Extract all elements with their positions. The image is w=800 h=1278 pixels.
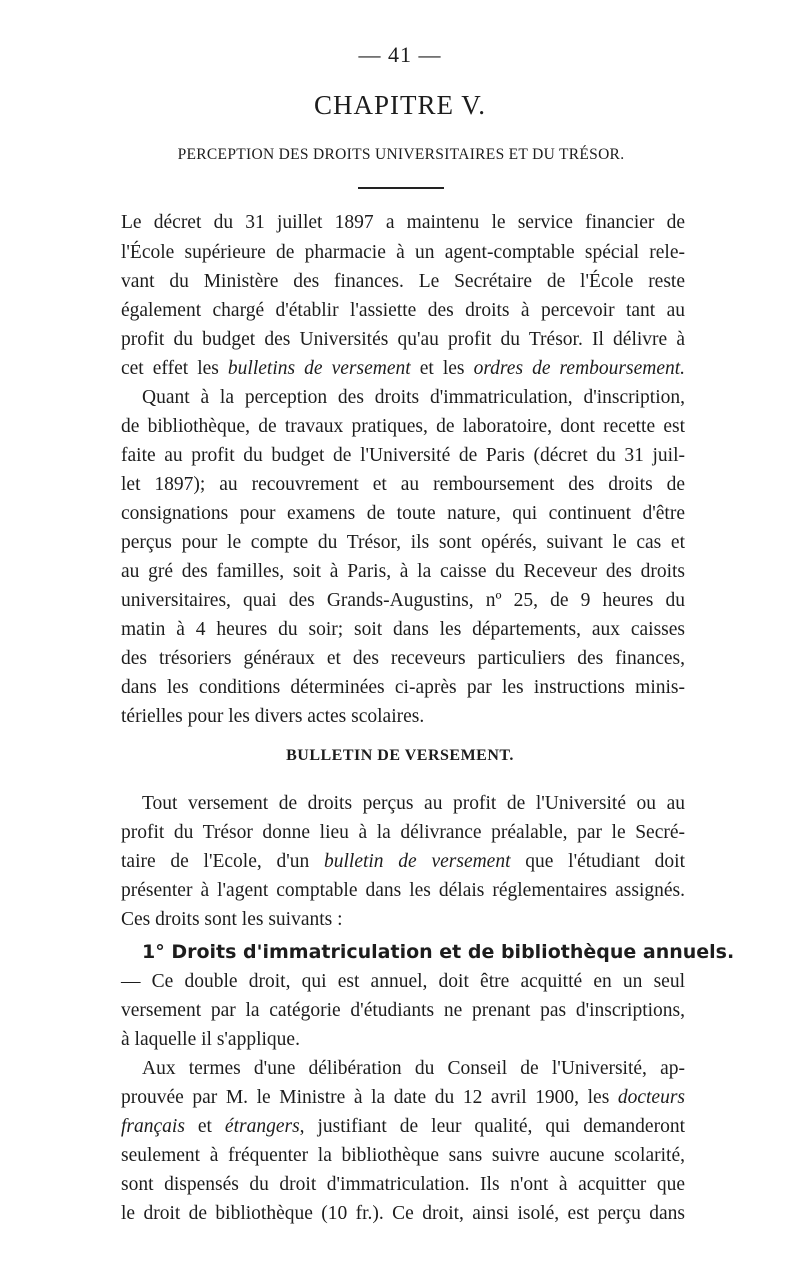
page-number: — 41 —	[358, 42, 442, 67]
text-run: taire de l'Ecole, d'un	[121, 851, 324, 872]
italic-term: français	[121, 1116, 185, 1137]
text-line: le droit de bibliothèque (10 fr.). Ce droit, ainsi isolé, est perçu dans	[121, 1203, 685, 1224]
text-line: Aux termes d'une délibération du Conseil de l'Université, ap-	[142, 1058, 685, 1079]
text-run: que l'étudiant doit	[510, 851, 685, 872]
text-line: l'École supérieure de pharmacie à un agent-comptable spécial rele-	[121, 242, 685, 263]
text-line: Le décret du 31 juillet 1897 a maintenu le service financier de	[121, 212, 685, 233]
separator-rule	[358, 187, 444, 189]
italic-term: étrangers	[224, 1116, 300, 1137]
italic-term: ordres de remboursement.	[473, 358, 686, 379]
text-line	[121, 357, 685, 381]
text-line: seulement à fréquenter la bibliothèque sans suivre aucune scolarité,	[121, 1145, 685, 1166]
text-line: dans les conditions déterminées ci-après par les instructions minis-	[121, 677, 685, 698]
text-line: consignations pour examens de toute nature, qui continuent d'être	[121, 503, 685, 524]
text-line: perçus pour le compte du Trésor, ils sont opérés, suivant le cas et	[121, 532, 685, 553]
text-line: térielles pour les divers actes scolaires.	[121, 706, 425, 727]
text-line: universitaires, quai des Grands-Augustins, nº 25, de 9 heures du	[121, 590, 685, 611]
text-run: et les	[410, 358, 474, 379]
text-line	[121, 850, 685, 874]
text-line: Ces droits sont les suivants :	[121, 909, 343, 930]
italic-term: bulletin de versement	[323, 851, 511, 872]
italic-term: docteurs	[617, 1087, 685, 1108]
text-line: Tout versement de droits perçus au profit de l'Université ou au	[142, 793, 685, 814]
italic-term: bulletins de versement	[227, 358, 411, 379]
section-heading: BULLETIN DE VERSEMENT.	[286, 747, 514, 764]
chapter-title: CHAPITRE V.	[313, 90, 487, 120]
text-line: à laquelle il s'applique.	[121, 1029, 300, 1050]
text-run: prouvée par M. le Ministre à la date du 12 avril 1900, les	[121, 1087, 618, 1108]
subsection-heading: 1° Droits d'immatriculation et de bibliothèque annuels.	[142, 941, 735, 963]
text-line	[121, 1086, 685, 1110]
text-line	[121, 1115, 685, 1139]
text-line: faite au profit du budget de l'Université de Paris (décret du 31 juil-	[121, 445, 685, 466]
text-line: versement par la catégorie d'étudiants ne prenant pas d'inscriptions,	[121, 1000, 685, 1021]
text-line: présenter à l'agent comptable dans les délais réglementaires assignés.	[121, 880, 685, 901]
text-line: de bibliothèque, de travaux pratiques, de laboratoire, dont recette est	[121, 416, 685, 437]
text-line: également chargé d'établir l'assiette des droits à percevoir tant au	[121, 300, 685, 321]
text-line: profit du budget des Universités qu'au profit du Trésor. Il délivre à	[121, 329, 685, 350]
chapter-subtitle: PERCEPTION DES DROITS UNIVERSITAIRES ET DU TRÉSOR.	[177, 146, 625, 163]
text-line: let 1897); au recouvrement et au remboursement des droits de	[121, 474, 685, 495]
text-line: vant du Ministère des finances. Le Secrétaire de l'École reste	[121, 271, 685, 292]
text-run: cet effet les	[121, 358, 228, 379]
text-run: , justifiant de leur qualité, qui demanderont	[299, 1116, 685, 1137]
text-run: et	[184, 1116, 225, 1137]
text-line: au gré des familles, soit à Paris, à la caisse du Receveur des droits	[121, 561, 685, 582]
text-line: — Ce double droit, qui est annuel, doit être acquitté en un seul	[121, 971, 685, 992]
text-line: des trésoriers généraux et des receveurs particuliers des finances,	[121, 648, 685, 669]
text-line: matin à 4 heures du soir; soit dans les départements, aux caisses	[121, 619, 685, 640]
text-line: sont dispensés du droit d'immatriculation. Ils n'ont à acquitter que	[121, 1174, 685, 1195]
text-line: profit du Trésor donne lieu à la délivrance préalable, par le Secré-	[121, 822, 685, 843]
text-line: Quant à la perception des droits d'immatriculation, d'inscription,	[142, 387, 685, 408]
